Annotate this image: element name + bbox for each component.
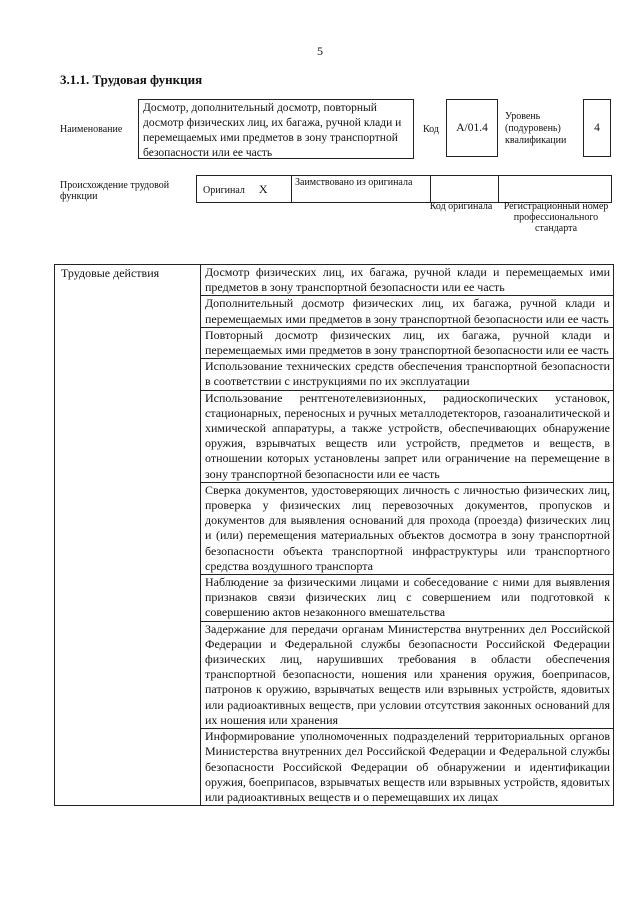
qualification-level-box xyxy=(583,99,611,157)
registration-number-caption: Регистрационный номер профессионального стандарта xyxy=(503,201,609,234)
labor-actions-table xyxy=(54,264,614,806)
labor-action-item: Информирование уполномоченных подразделений территориальных органов Министерства внутренних дел Российской Федерации и Федеральной службы безопасности Российской Федерации об обнаружении и идентификации оружия, боеприпасов, взрывчатых веществ или взрывных устройств, ядовитых или радиоактивных веществ и о перемещавших их лицах xyxy=(201,729,614,806)
original-code-caption: Код оригинала xyxy=(429,201,493,212)
registration-number-cell xyxy=(499,176,612,203)
qualification-level-label-text: Уровень (подуровень) квалификации xyxy=(505,111,567,146)
labor-action-item: Дополнительный досмотр физических лиц, их багажа, ручной клади и перемещаемых ими предметов в зону транспортной безопасности или ее часть xyxy=(201,296,614,327)
labor-action-item: Использование рентгенотелевизионных, радиоскопических установок, стационарных, переносных и ручных металлодетекторов, газоаналитической и химической аппаратуры, а также устройств, обеспечивающих обнаружение оружия, взрывчатых веществ или устройств, предметов и веществ, в отношении которых установлены запрет или ограничение на перемещение в зону транспортной безопасности или ее часть xyxy=(201,390,614,482)
origin-original-cell xyxy=(197,176,292,203)
function-code-box xyxy=(446,99,498,157)
section-title: 3.1.1. Трудовая функция xyxy=(60,72,203,87)
borrowed-cell: Заимствовано из оригинала xyxy=(292,176,431,203)
qualification-level-value: 4 xyxy=(594,122,600,134)
original-label: Оригинал xyxy=(203,185,245,196)
origin-table xyxy=(196,175,612,203)
labor-action-item: Наблюдение за физическими лицами и собеседование с ними для выявления признаков связи физических лиц с совершением или подготовкой к совершению актов незаконного вмешательства xyxy=(201,575,614,622)
code-label: Код xyxy=(423,124,439,135)
labor-action-item: Задержание для передачи органам Министерства внутренних дел Российской Федерации и Федеральной службы безопасности Российской Федерации физических лиц, нарушивших требования в области обеспечения транспортной безопасности, ношения или хранения оружия, боеприпасов, патронов к оружию, взрывчатых веществ или взрывных устройств, ядовитых или радиоактивных веществ, при условии отсутствия законных оснований для их ношения или хранения xyxy=(201,621,614,728)
labor-action-item: Повторный досмотр физических лиц, их багажа, ручной клади и перемещаемых ими предметов в зону транспортной безопасности или ее часть xyxy=(201,327,614,358)
origin-label: Происхождение трудовой функции xyxy=(60,180,170,202)
labor-action-item: Использование технических средств обеспечения транспортной безопасности в соответствии с инструкциями по их эксплуатации xyxy=(201,359,614,390)
original-mark: X xyxy=(258,182,268,196)
page-number: 5 xyxy=(317,44,323,58)
qualification-level-label xyxy=(505,111,577,147)
function-code-value: A/01.4 xyxy=(456,122,488,134)
labor-actions-header: Трудовые действия xyxy=(55,265,201,806)
labor-action-item: Сверка документов, удостоверяющих личность с личностью физических лиц, проверка у физических лиц перевозочных документов, пропусков и документов для выявления оснований для прохода (проезда) физических лиц и (или) перемещения материальных объектов досмотра в зону транспортной безопасности объекта транспортной инфраструктуры или транспортного средства воздушного транспорта xyxy=(201,482,614,574)
function-name-box: Досмотр, дополнительный досмотр, повторный досмотр физических лиц, их багажа, ручной клади и перемещаемых ими предметов в зону транспортной безопасности или ее часть xyxy=(138,99,414,159)
labor-action-item: Досмотр физических лиц, их багажа, ручной клади и перемещаемых ими предметов в зону транспортной безопасности или ее часть xyxy=(201,265,614,296)
name-label: Наименование xyxy=(60,124,123,135)
original-code-cell xyxy=(431,176,499,203)
